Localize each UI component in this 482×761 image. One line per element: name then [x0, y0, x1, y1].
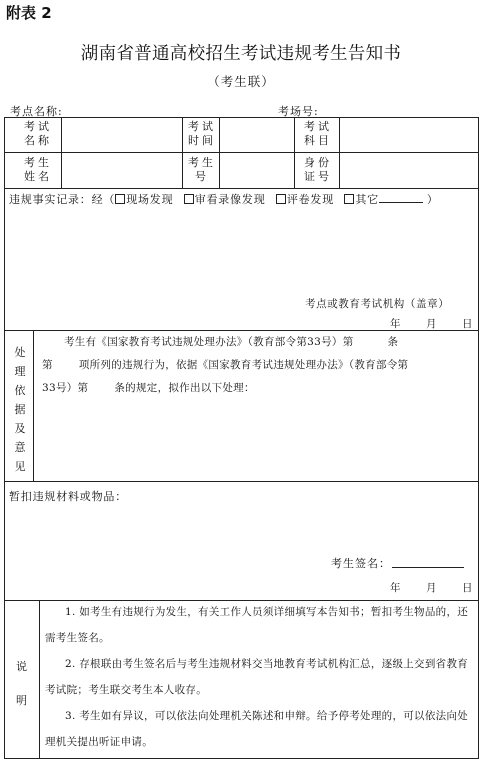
option-grading[interactable]: 评卷发现	[276, 193, 334, 206]
option-other[interactable]: 其它	[344, 193, 379, 206]
violation-date-year: 年	[390, 318, 401, 330]
notes-side-label-1: 说	[16, 660, 27, 673]
option-video-review[interactable]: 审看录像发现	[184, 193, 266, 206]
exam-name-field[interactable]	[66, 124, 176, 146]
student-name-field[interactable]	[66, 160, 176, 182]
exam-subject-label: 考试 科目	[304, 120, 332, 147]
violation-date-day: 日	[462, 318, 473, 330]
page-title: 湖南省普通高校招生考试违规考生告知书	[80, 44, 402, 64]
exam-room-label: 考场号:	[278, 105, 319, 118]
violation-date-month: 月	[426, 318, 437, 330]
violation-seal-label: 考点或教育考试机构（盖章）	[305, 298, 450, 310]
checkbox-icon[interactable]	[115, 194, 125, 204]
student-number-field[interactable]	[224, 160, 290, 182]
exam-time-field[interactable]	[224, 124, 290, 146]
student-name-label: 考生 姓名	[24, 156, 52, 183]
checkbox-icon[interactable]	[276, 194, 286, 204]
student-signature-label: 考生签名：	[331, 557, 391, 570]
page-subtitle: （考生联）	[207, 74, 275, 89]
exam-time-label: 考试 时间	[188, 120, 216, 147]
exam-subject-field[interactable]	[344, 124, 474, 146]
id-number-field[interactable]	[344, 160, 474, 182]
notes-side-label-2: 明	[16, 694, 27, 707]
violation-record-label: 违规事实记录：经（	[9, 193, 116, 206]
checkbox-icon[interactable]	[344, 194, 354, 204]
student-signature-field[interactable]	[392, 567, 464, 568]
handling-paragraph: 考生有《国家教育考试违规处理办法》（教育部令第33号）第 条 第 项所列的违规行为，依据《国家教育考试违规处理办法》（教育部令第 33号）第 条的规定，拟作出以下处理：	[42, 336, 409, 394]
checkbox-icon[interactable]	[184, 194, 194, 204]
option-onsite[interactable]: 现场发现	[115, 193, 173, 206]
note-2-cont: 考试院；考生联交考生本人收存。	[45, 684, 207, 696]
notes-list	[45, 599, 477, 755]
note-1-cont: 需考生签名。	[45, 632, 110, 644]
seized-date-month: 月	[426, 582, 437, 594]
note-3: 3. 考生如有异议，可以依法向处理机关陈述和申辩。给予停考处理的，可以依法向处	[65, 710, 469, 722]
exam-site-label: 考点名称:	[10, 105, 63, 118]
id-number-label: 身份 证号	[304, 156, 332, 183]
other-blank[interactable]	[379, 202, 423, 203]
exam-name-label: 考试 名称	[24, 120, 52, 147]
seized-items-label: 暂扣违规材料或物品：	[9, 490, 127, 503]
student-number-label: 考生 号	[188, 156, 216, 183]
handling-side-label: 处 理 依 据 及 意 见	[14, 346, 26, 473]
note-3-cont: 理机关提出听证申请。	[45, 736, 153, 748]
seized-date-day: 日	[462, 582, 473, 594]
note-2: 2. 存根联由考生签名后与考生违规材料交当地教育考试机构汇总，逐级上交到省教育	[65, 658, 469, 670]
note-1: 1. 如考生有违规行为发生，有关工作人员须详细填写本告知书；暂扣考生物品的，还	[65, 606, 469, 618]
violation-record-line: 违规事实记录：经（ 现场发现 审看录像发现 评卷发现 其它 ）	[9, 193, 439, 206]
seized-date-year: 年	[390, 582, 401, 594]
appendix-label: 附表 2	[6, 4, 52, 22]
